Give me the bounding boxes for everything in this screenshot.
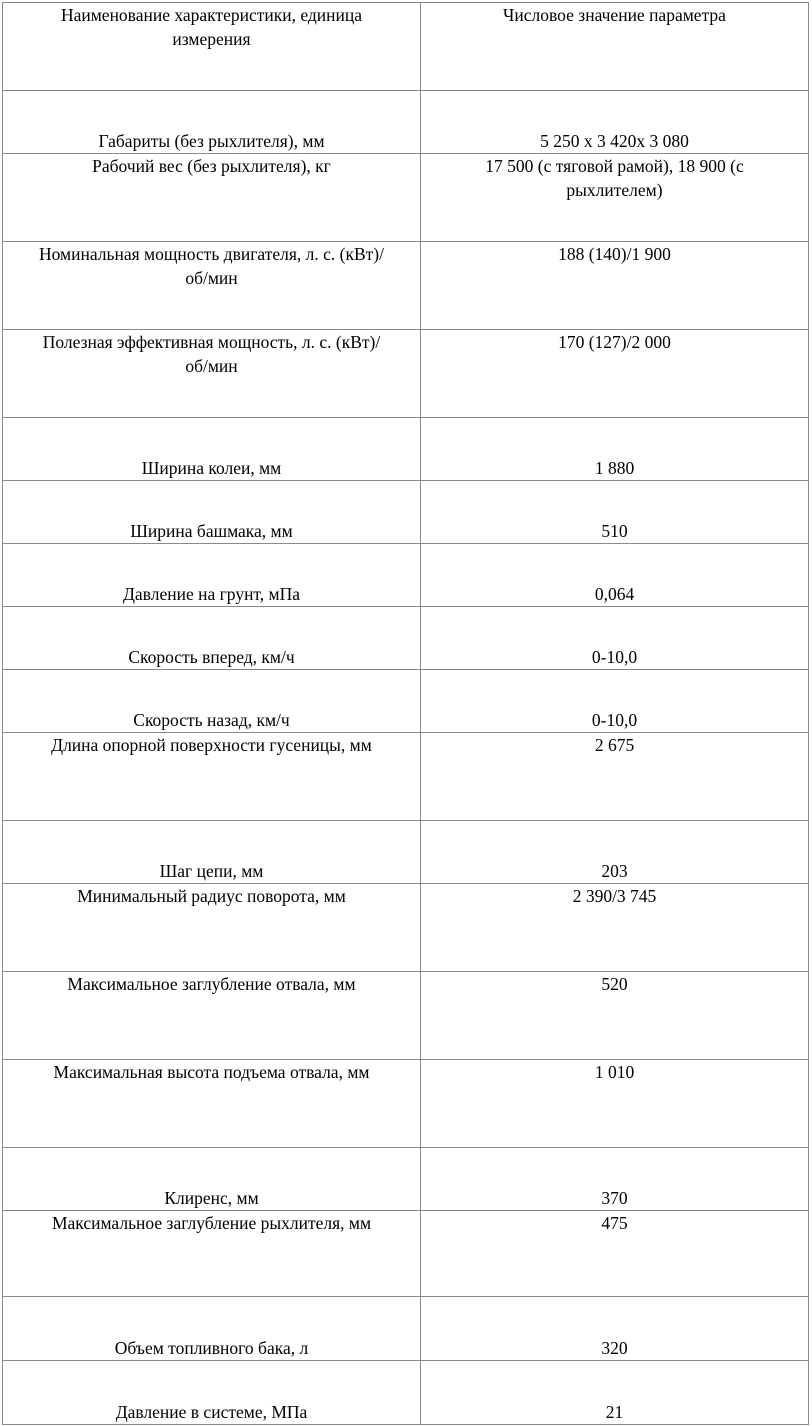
param-name: Максимальное заглубление рыхлителя, мм — [51, 1213, 372, 1233]
param-value-cell — [421, 821, 809, 884]
param-value-cell — [421, 481, 809, 544]
param-name-cell — [3, 607, 421, 670]
param-value-cell — [421, 544, 809, 607]
table-header-row — [3, 3, 809, 91]
table-row — [3, 481, 809, 544]
param-value: 370 — [601, 1188, 628, 1208]
param-name: Давление в системе, МПа — [115, 1402, 308, 1422]
param-name-cell — [3, 242, 421, 330]
param-name-cell — [3, 330, 421, 418]
spec-table — [2, 2, 809, 1425]
table-row — [3, 544, 809, 607]
param-name: Рабочий вес (без рыхлителя), кг — [92, 156, 331, 176]
param-value-cell — [421, 884, 809, 972]
table-row — [3, 1361, 809, 1425]
header-name-cell — [3, 3, 421, 91]
param-value: 510 — [601, 521, 628, 541]
table-row — [3, 607, 809, 670]
param-value: 0-10,0 — [591, 710, 638, 730]
table-row — [3, 330, 809, 418]
param-value-cell — [421, 242, 809, 330]
param-value-cell — [421, 1297, 809, 1361]
table-row — [3, 418, 809, 481]
param-value-cell — [421, 418, 809, 481]
param-name-cell — [3, 821, 421, 884]
table-row — [3, 1060, 809, 1148]
param-name-cell — [3, 1060, 421, 1148]
table-row — [3, 1297, 809, 1361]
param-value: 475 — [601, 1213, 628, 1233]
param-name-cell — [3, 972, 421, 1060]
param-name: Скорость вперед, км/ч — [128, 647, 295, 667]
table-row — [3, 670, 809, 733]
header-value-text: Числовое значение параметра — [503, 5, 726, 25]
param-value: 0,064 — [594, 584, 635, 604]
param-value-cell — [421, 1148, 809, 1211]
param-name-cell — [3, 670, 421, 733]
param-name-cell — [3, 481, 421, 544]
header-value-cell — [421, 3, 809, 91]
param-value: 2 390/3 745 — [572, 886, 657, 906]
table-row — [3, 1148, 809, 1211]
param-name: Ширина башмака, мм — [130, 521, 293, 541]
param-value-cell — [421, 733, 809, 821]
param-name-cell — [3, 544, 421, 607]
param-value-cell — [421, 330, 809, 418]
param-name-cell — [3, 884, 421, 972]
header-name-text: Наименование характеристики, единица измерения — [60, 5, 363, 49]
param-name-cell — [3, 1297, 421, 1361]
table-row — [3, 821, 809, 884]
param-name: Скорость назад, км/ч — [133, 710, 290, 730]
param-name: Ширина колеи, мм — [141, 458, 282, 478]
param-name-cell — [3, 418, 421, 481]
table-row — [3, 884, 809, 972]
param-value-cell — [421, 972, 809, 1060]
table-row — [3, 972, 809, 1060]
param-value-cell — [421, 1060, 809, 1148]
param-name-cell — [3, 1211, 421, 1297]
param-value-cell — [421, 91, 809, 154]
param-value: 2 675 — [594, 735, 635, 755]
param-value-cell — [421, 154, 809, 242]
param-name: Минимальный радиус поворота, мм — [77, 886, 346, 906]
param-value-cell — [421, 670, 809, 733]
table-row — [3, 1211, 809, 1297]
table-row — [3, 154, 809, 242]
param-name: Давление на грунт, мПа — [123, 584, 300, 604]
param-value: 520 — [601, 974, 628, 994]
param-name-cell — [3, 91, 421, 154]
param-name: Объем топливного бака, л — [114, 1338, 309, 1358]
param-name: Клиренс, мм — [164, 1188, 259, 1208]
param-name-cell — [3, 154, 421, 242]
param-name: Максимальная высота подъема отвала, мм — [53, 1062, 370, 1082]
param-name: Максимальное заглубление отвала, мм — [67, 974, 356, 994]
param-name-cell — [3, 1361, 421, 1425]
param-value: 17 500 (с тяговой рамой), 18 900 (с рыхлителем) — [485, 156, 744, 200]
param-value: 170 (127)/2 000 — [558, 332, 671, 352]
table-row — [3, 242, 809, 330]
param-value: 21 — [605, 1402, 624, 1422]
table-row — [3, 91, 809, 154]
param-value-cell — [421, 1211, 809, 1297]
param-value-cell — [421, 1361, 809, 1425]
param-value: 0-10,0 — [591, 647, 638, 667]
param-value: 320 — [601, 1338, 628, 1358]
param-value: 1 010 — [594, 1062, 635, 1082]
param-name: Номинальная мощность двигателя, л. с. (кВт)/об/мин — [39, 244, 384, 288]
table-row — [3, 733, 809, 821]
param-value: 188 (140)/1 900 — [558, 244, 671, 264]
param-name: Шаг цепи, мм — [159, 861, 264, 881]
param-value-cell — [421, 607, 809, 670]
param-name-cell — [3, 733, 421, 821]
param-name: Габариты (без рыхлителя), мм — [98, 131, 325, 151]
param-value: 1 880 — [594, 458, 635, 478]
param-name: Длина опорной поверхности гусеницы, мм — [51, 735, 372, 755]
param-name-cell — [3, 1148, 421, 1211]
param-value: 203 — [601, 861, 628, 881]
param-value: 5 250 х 3 420х 3 080 — [540, 131, 689, 151]
param-name: Полезная эффективная мощность, л. с. (кВт)/об/мин — [42, 332, 381, 376]
